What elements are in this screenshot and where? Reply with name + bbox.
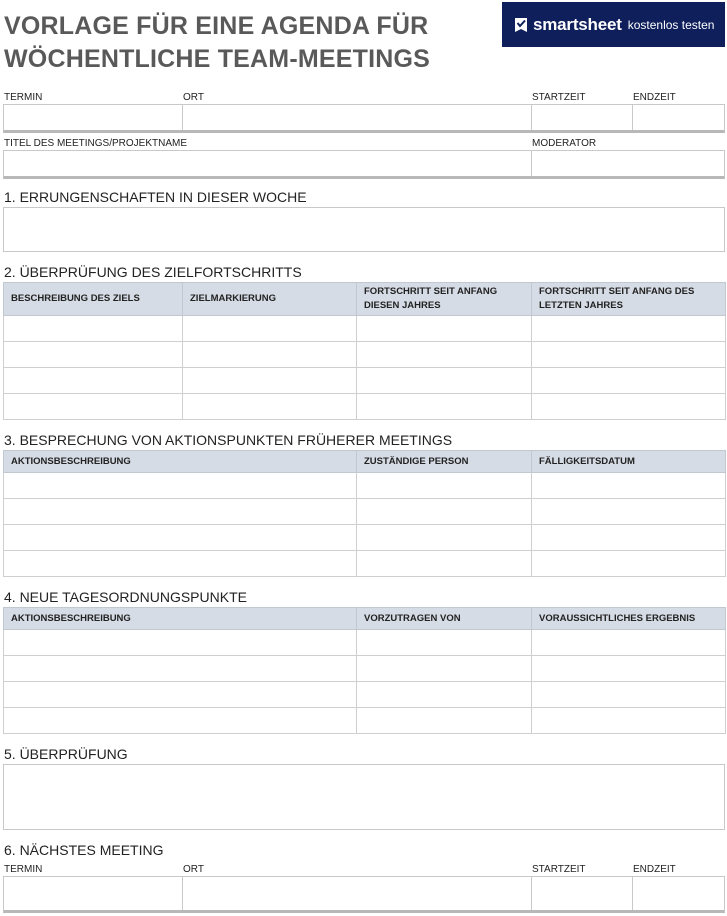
column-header: VORZUTRAGEN VON [357, 608, 532, 630]
title-line-1: VORLAGE FÜR EINE AGENDA FÜR [4, 12, 429, 40]
table-cell[interactable] [4, 525, 357, 551]
table-row [4, 708, 726, 734]
table-cell[interactable] [532, 630, 726, 656]
ort-label: ORT [183, 92, 204, 103]
table-cell[interactable] [183, 368, 357, 394]
table-cell[interactable] [4, 682, 357, 708]
meeting-title-row [3, 150, 725, 179]
titel-label: TITEL DES MEETINGS/PROJEKTNAME [4, 138, 187, 149]
table-row [4, 473, 726, 499]
section-1-heading: 1. ERRUNGENSCHAFTEN IN DIESER WOCHE [4, 189, 307, 205]
table-cell[interactable] [357, 656, 532, 682]
table-cell[interactable] [532, 708, 726, 734]
table-row [4, 525, 726, 551]
termin-label: TERMIN [4, 92, 43, 103]
section-3-heading: 3. BESPRECHUNG VON AKTIONSPUNKTEN FRÜHERER MEETINGS [4, 432, 453, 448]
table-cell[interactable] [4, 368, 183, 394]
next-ort-field[interactable] [183, 877, 532, 910]
smartsheet-trial-banner[interactable] [502, 2, 725, 47]
smartsheet-logo-icon [514, 17, 528, 33]
table-cell[interactable] [4, 708, 357, 734]
table-header-row [4, 451, 726, 473]
table-cell[interactable] [357, 499, 532, 525]
column-header: AKTIONSBESCHREIBUNG [4, 451, 357, 473]
review-field[interactable] [3, 764, 725, 830]
endzeit-field[interactable] [633, 105, 724, 130]
moderator-label: MODERATOR [532, 138, 597, 149]
table-cell[interactable] [4, 551, 357, 577]
trial-link[interactable]: kostenlos testen [627, 17, 715, 32]
goal-progress-table [3, 282, 726, 420]
table-cell[interactable] [357, 316, 532, 342]
table-cell[interactable] [532, 656, 726, 682]
table-row [4, 630, 726, 656]
table-row [4, 394, 726, 420]
table-row [4, 682, 726, 708]
table-cell[interactable] [357, 525, 532, 551]
table-row [4, 551, 726, 577]
table-cell[interactable] [4, 342, 183, 368]
next-endzeit-field[interactable] [633, 877, 724, 910]
table-cell[interactable] [183, 316, 357, 342]
table-cell[interactable] [532, 682, 726, 708]
column-header: ZUSTÄNDIGE PERSON [357, 451, 532, 473]
page-title [4, 10, 464, 76]
table-cell[interactable] [357, 394, 532, 420]
table-cell[interactable] [4, 473, 357, 499]
table-cell[interactable] [4, 316, 183, 342]
column-header: FORTSCHRITT SEIT ANFANG DIESEN JAHRES [357, 283, 532, 316]
next-startzeit-field[interactable] [532, 877, 633, 910]
table-row [4, 342, 726, 368]
table-cell[interactable] [4, 499, 357, 525]
section-2-heading: 2. ÜBERPRÜFUNG DES ZIELFORTSCHRITTS [4, 264, 302, 280]
table-cell[interactable] [4, 656, 357, 682]
new-agenda-items-table [3, 607, 726, 734]
column-header: AKTIONSBESCHREIBUNG [4, 608, 357, 630]
table-row [4, 368, 726, 394]
table-row [4, 316, 726, 342]
table-cell[interactable] [357, 473, 532, 499]
next-startzeit-label: STARTZEIT [532, 864, 586, 875]
table-cell[interactable] [532, 473, 726, 499]
table-cell[interactable] [532, 551, 726, 577]
table-cell[interactable] [357, 551, 532, 577]
brand-wordmark: smartsheet [533, 14, 622, 34]
table-cell[interactable] [532, 316, 726, 342]
table-cell[interactable] [532, 499, 726, 525]
next-ort-label: ORT [183, 864, 204, 875]
table-row [4, 499, 726, 525]
startzeit-field[interactable] [532, 105, 633, 130]
table-cell[interactable] [357, 368, 532, 394]
column-header: FÄLLIGKEITSDATUM [532, 451, 726, 473]
table-cell[interactable] [357, 708, 532, 734]
next-endzeit-label: ENDZEIT [633, 864, 676, 875]
next-termin-field[interactable] [4, 877, 183, 910]
table-cell[interactable] [532, 342, 726, 368]
table-cell[interactable] [183, 394, 357, 420]
ort-field[interactable] [183, 105, 532, 130]
meeting-title-field[interactable] [4, 151, 532, 176]
next-termin-label: TERMIN [4, 864, 43, 875]
table-row [4, 656, 726, 682]
endzeit-label: ENDZEIT [633, 92, 676, 103]
moderator-field[interactable] [532, 151, 724, 176]
column-header: ZIELMARKIERUNG [183, 283, 357, 316]
title-line-2: WÖCHENTLICHE TEAM-MEETINGS [4, 45, 431, 73]
table-cell[interactable] [357, 630, 532, 656]
table-cell[interactable] [532, 394, 726, 420]
section-4-heading: 4. NEUE TAGESORDNUNGSPUNKTE [4, 589, 247, 605]
table-cell[interactable] [183, 342, 357, 368]
startzeit-label: STARTZEIT [532, 92, 586, 103]
table-cell[interactable] [532, 368, 726, 394]
section-6-heading: 6. NÄCHSTES MEETING [4, 842, 164, 858]
column-header: FORTSCHRITT SEIT ANFANG DES LETZTEN JAHRES [532, 283, 726, 316]
table-cell[interactable] [532, 525, 726, 551]
meeting-info-row [3, 104, 725, 133]
table-cell[interactable] [357, 342, 532, 368]
table-header-row [4, 608, 726, 630]
table-cell[interactable] [4, 394, 183, 420]
table-cell[interactable] [357, 682, 532, 708]
previous-actions-table [3, 450, 726, 577]
column-header: VORAUSSICHTLICHES ERGEBNIS [532, 608, 726, 630]
table-cell[interactable] [4, 630, 357, 656]
achievements-field[interactable] [3, 207, 725, 252]
termin-field[interactable] [4, 105, 183, 130]
next-meeting-row [3, 876, 725, 913]
column-header: BESCHREIBUNG DES ZIELS [4, 283, 183, 316]
table-header-row [4, 283, 726, 316]
section-5-heading: 5. ÜBERPRÜFUNG [4, 746, 128, 762]
